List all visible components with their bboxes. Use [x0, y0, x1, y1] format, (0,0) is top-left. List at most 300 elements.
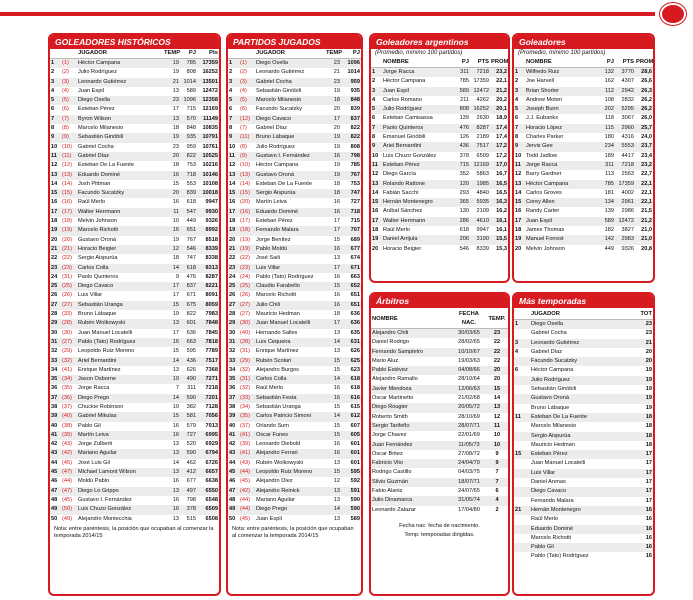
table-cell: 18: [333, 180, 340, 187]
table-cell: 21,2: [490, 87, 508, 96]
table-cell: 10: [172, 403, 179, 410]
table-cell: Carlos Groves: [526, 189, 562, 196]
table-cell: Melvin Johnson: [78, 218, 117, 225]
table-cell: 181: [604, 189, 614, 196]
table-row: [514, 207, 653, 216]
table-cell: 570: [180, 115, 197, 124]
table-row: [371, 180, 508, 189]
table-row: [50, 496, 219, 505]
goleadores-rows: [514, 68, 653, 254]
panel-note: Nota: entre paréntesis, la posición que ocupaban al comenzar la temporada 2014/15: [232, 525, 354, 539]
table-cell: Julio Chili: [255, 301, 325, 310]
table-cell: 727: [180, 431, 197, 440]
table-cell: Juan Espil: [525, 217, 598, 226]
table-cell: Ariel Bernardini: [77, 357, 163, 366]
table-cell: 130: [459, 208, 469, 215]
table-cell: 9947: [205, 199, 218, 206]
table-cell: 17: [325, 226, 341, 235]
goleadores-table: [514, 58, 653, 254]
table-cell: (27): [239, 301, 255, 310]
table-row: [371, 338, 508, 347]
table-cell: (18): [239, 226, 255, 235]
table-cell: [514, 394, 530, 403]
table-row: [228, 338, 361, 347]
table-row: [228, 440, 361, 449]
table-cell: Paolo Quinteros: [78, 273, 119, 280]
table-row: [371, 357, 508, 366]
table-header: [514, 58, 653, 68]
table-cell: 13: [333, 348, 340, 355]
table-cell: Juan Manuel Locatelli: [531, 460, 586, 467]
table-cell: Martín Leiva: [256, 199, 287, 206]
table-row: [50, 236, 219, 245]
table-cell: Marcelo Richotti: [77, 226, 163, 235]
table-row: [228, 68, 361, 77]
table-cell: Mario Aluz: [372, 357, 399, 364]
table-cell: 663: [180, 338, 197, 347]
table-cell: 04/03/75: [458, 469, 480, 476]
table-cell: 4307: [621, 78, 634, 85]
table-row: [50, 273, 219, 282]
table-cell: 436: [453, 142, 470, 151]
panel-title: Árbitros: [371, 294, 508, 308]
table-cell: Diego García: [383, 171, 416, 178]
table-cell: Charles Parker: [526, 134, 564, 141]
table-row: [50, 375, 219, 384]
table-cell: 8339: [476, 245, 489, 252]
table-cell: 21: [50, 245, 61, 254]
table-cell: 689: [350, 236, 360, 243]
table-cell: Emanuel Ginóbili: [383, 134, 426, 141]
table-cell: 13: [486, 403, 508, 412]
table-cell: 4417: [621, 152, 634, 159]
table-cell: 30/03/65: [452, 329, 486, 339]
table-cell: 15: [333, 366, 340, 373]
table-row: [514, 124, 653, 133]
table-row: [514, 357, 653, 366]
table-row: [228, 59, 361, 69]
table-row: [514, 552, 653, 561]
table-cell: (8): [240, 143, 247, 150]
table-cell: 112: [598, 87, 615, 96]
table-cell: 7789: [205, 348, 218, 355]
table-cell: 727: [350, 199, 360, 206]
table-cell: (45): [62, 459, 72, 466]
table-cell: 520: [186, 441, 196, 448]
table-cell: (44): [62, 478, 72, 485]
table-cell: 822: [180, 152, 197, 161]
table-cell: 3190: [470, 235, 490, 244]
table-row: [228, 180, 361, 189]
table-cell: [514, 497, 530, 506]
panel-goleadores: [512, 33, 655, 283]
table-cell: 31: [50, 338, 61, 347]
table-cell: 49: [228, 505, 239, 514]
table-row: [228, 254, 361, 263]
panel-title: PARTIDOS JUGADOS: [228, 35, 361, 49]
table-cell: Horacio Beigier: [77, 245, 163, 254]
table-cell: 7848: [197, 319, 219, 328]
table-cell: 848: [186, 125, 196, 132]
table-cell: Brian Shorter: [525, 87, 598, 96]
arbitros-rows: [371, 329, 508, 515]
table-cell: 15: [163, 412, 180, 421]
table-cell: 20: [229, 236, 236, 243]
table-cell: 21: [163, 78, 180, 87]
table-cell: 22: [486, 348, 508, 357]
table-cell: 12169: [470, 161, 490, 170]
table-row: [371, 450, 508, 459]
table-cell: 39: [228, 412, 239, 421]
table-cell: (45): [240, 515, 250, 522]
table-row: [228, 282, 361, 291]
table-row: [228, 477, 361, 486]
table-cell: (1): [239, 59, 255, 69]
table-cell: 22,7: [641, 171, 652, 178]
table-cell: 23: [325, 59, 341, 69]
table-cell: 118: [605, 115, 614, 122]
table-cell: 7: [175, 385, 179, 392]
table-cell: (35): [239, 412, 255, 421]
table-cell: 4: [229, 87, 233, 94]
table-cell: 10: [486, 441, 508, 450]
table-cell: 21,0: [635, 235, 653, 244]
table-row: [50, 189, 219, 198]
table-row: [50, 198, 219, 207]
table-cell: (37): [62, 403, 72, 410]
table-cell: (11): [239, 133, 255, 142]
panel-title: Más temporadas: [514, 294, 653, 308]
table-cell: (40): [61, 412, 77, 421]
table-row: [228, 78, 361, 87]
col-temp: TEMP: [325, 49, 341, 59]
table-row: [50, 59, 219, 69]
table-row: [514, 478, 653, 487]
table-cell: 50: [51, 515, 58, 522]
table-cell: 27: [228, 301, 239, 310]
table-row: [228, 310, 361, 319]
table-cell: 589: [350, 515, 360, 522]
table-cell: 32: [229, 348, 236, 355]
table-cell: 2983: [615, 235, 635, 244]
table-cell: Wilfredo Ruiz: [525, 68, 598, 78]
table-cell: 17: [172, 106, 179, 113]
table-cell: 10/10/67: [452, 348, 486, 357]
table-cell: 12: [51, 162, 58, 169]
table-cell: 44: [51, 459, 58, 466]
table-cell: Michael Lamont Wilson: [77, 468, 163, 477]
table-cell: 7271: [197, 375, 219, 384]
table-cell: 20: [486, 366, 508, 375]
table-row: [228, 431, 361, 440]
table-cell: 7218: [615, 161, 635, 170]
table-row: [514, 105, 653, 114]
table-cell: 12169: [202, 106, 218, 113]
table-cell: (15): [239, 189, 255, 198]
table-cell: 17: [645, 460, 652, 467]
table-cell: (6): [240, 106, 247, 113]
table-cell: Hernán Montenegro: [530, 506, 633, 515]
table-row: [228, 217, 361, 226]
table-cell: 14: [163, 264, 180, 273]
table-cell: (47): [61, 468, 77, 477]
table-cell: Sergio Aispurúa: [530, 432, 633, 441]
table-cell: Esteban Pérez: [78, 106, 115, 113]
table-cell: 13: [163, 319, 180, 328]
table-cell: 16: [163, 505, 180, 514]
table-cell: 17: [172, 292, 179, 299]
table-cell: Oscar Britez: [372, 450, 403, 457]
table-cell: [514, 404, 530, 413]
table-cell: Luis Chuzo González: [77, 505, 163, 514]
table-cell: Carlos Colla: [77, 264, 163, 273]
table-row: [50, 357, 219, 366]
table-row: [228, 347, 361, 356]
table-cell: 9: [50, 133, 61, 142]
table-cell: 20: [645, 348, 652, 355]
table-cell: 4262: [476, 96, 489, 103]
table-cell: 677: [186, 478, 196, 485]
table-row: [50, 431, 219, 440]
table-cell: 17: [371, 217, 382, 226]
table-cell: 626: [350, 348, 360, 355]
table-row: [514, 198, 653, 207]
table-cell: Raúl Merlo: [531, 516, 559, 523]
table-cell: Aníbal Sánchez: [383, 208, 423, 215]
table-cell: 134: [598, 198, 615, 207]
table-row: [371, 124, 508, 133]
table-cell: 22: [51, 255, 58, 262]
table-cell: 17: [228, 208, 239, 217]
table-cell: 15: [50, 189, 61, 198]
table-cell: 21,5: [641, 208, 652, 215]
table-cell: (17): [240, 218, 250, 225]
table-row: [514, 189, 653, 198]
temporadas-table: [514, 310, 653, 562]
col-jugador: JUGADOR: [77, 49, 163, 59]
table-cell: 42: [51, 441, 58, 448]
col-temp: TEMP: [163, 49, 180, 59]
table-cell: Hernán Montenegro: [382, 198, 453, 207]
table-row: [371, 394, 508, 403]
table-cell: Alejandro Díez: [256, 478, 293, 485]
table-row: [371, 245, 508, 254]
table-cell: 21,0: [641, 227, 652, 234]
table-cell: 3: [50, 78, 61, 87]
table-cell: (13): [61, 171, 77, 180]
table-cell: Esteban Pérez: [530, 450, 633, 459]
table-row: [514, 385, 653, 394]
table-cell: 839: [350, 106, 360, 113]
table-cell: 11/05/73: [452, 441, 486, 450]
table-cell: 26,0: [641, 115, 652, 122]
table-cell: Bruno Lábaque: [78, 311, 117, 318]
table-cell: 2563: [621, 171, 634, 178]
table-cell: 04/08/66: [452, 366, 486, 375]
table-cell: (33): [62, 311, 72, 318]
table-cell: 12472: [615, 217, 635, 226]
table-cell: 15: [228, 189, 239, 198]
table-cell: 10: [172, 218, 179, 225]
table-cell: 767: [341, 171, 361, 180]
table-cell: 13: [325, 487, 341, 496]
table-cell: 5863: [476, 171, 489, 178]
table-cell: (14): [240, 180, 250, 187]
table-cell: 13: [163, 487, 180, 496]
table-cell: 9: [495, 450, 499, 457]
table-cell: [514, 525, 530, 534]
table-cell: 22,1: [496, 78, 507, 85]
table-cell: 12358: [197, 96, 219, 105]
table-cell: 19: [172, 236, 179, 243]
table-cell: 16,5: [490, 180, 508, 189]
table-row: [50, 217, 219, 226]
table-row: [514, 497, 653, 506]
table-cell: 120: [453, 180, 470, 189]
table-cell: 16: [325, 208, 341, 217]
table-cell: (50): [61, 505, 77, 514]
table-row: [514, 506, 653, 515]
table-cell: 10108: [202, 180, 218, 187]
table-cell: 286: [453, 217, 470, 226]
table-cell: 108: [604, 96, 614, 103]
table-cell: 671: [341, 264, 361, 273]
table-cell: 17: [645, 497, 652, 504]
table-row: [371, 207, 508, 216]
table-cell: 20,8: [641, 245, 652, 252]
table-row: [514, 114, 653, 123]
table-cell: 352: [459, 171, 469, 178]
table-cell: 23: [163, 96, 180, 105]
table-cell: 37: [50, 394, 61, 403]
table-cell: 18: [372, 227, 379, 234]
table-row: [514, 226, 653, 235]
table-cell: (29): [239, 357, 255, 366]
col-nombre: NOMBRE: [371, 310, 452, 329]
table-row: [50, 171, 219, 180]
table-row: [514, 413, 653, 422]
table-cell: Walter Herrmann: [77, 208, 163, 217]
table-cell: Juan Manuel Locatelli: [78, 329, 133, 336]
table-cell: Josh Pittman: [78, 180, 111, 187]
table-cell: (26): [62, 292, 72, 299]
table-cell: 10: [493, 432, 501, 439]
table-row: [228, 245, 361, 254]
table-cell: 631: [341, 338, 361, 347]
table-cell: Oscar Martinetto: [372, 395, 414, 402]
table-cell: 6638: [205, 478, 218, 485]
panel-title: GOLEADORES HISTÓRICOS: [50, 35, 219, 49]
table-cell: 14: [163, 394, 180, 403]
table-cell: 43: [50, 449, 61, 458]
table-cell: 1014: [180, 78, 197, 87]
table-row: [371, 506, 508, 515]
table-cell: Leonardo Zalazar: [372, 506, 416, 513]
table-cell: Leopoldo Ruiz Moreno: [78, 348, 135, 355]
table-cell: 16: [333, 199, 340, 206]
table-cell: Héctor Campana: [525, 180, 598, 189]
table-cell: Leonardo Diebold: [256, 441, 301, 448]
table-cell: 22,1: [635, 180, 653, 189]
table-cell: (4): [62, 87, 69, 94]
table-row: [371, 114, 508, 123]
table-cell: Facundo Sucatzky: [530, 357, 633, 366]
table-cell: Jervis Gee: [525, 142, 598, 151]
table-cell: 15: [514, 450, 530, 459]
table-cell: Diego Prego: [77, 394, 163, 403]
table-cell: 15: [325, 282, 341, 291]
table-cell: 651: [341, 301, 361, 310]
table-row: [371, 161, 508, 170]
table-row: [228, 273, 361, 282]
table-row: [50, 301, 219, 310]
table-cell: 5935: [470, 198, 490, 207]
table-cell: 618: [459, 227, 469, 234]
table-cell: 19: [325, 171, 341, 180]
table-cell: 11: [371, 161, 382, 170]
table-cell: 33: [228, 357, 239, 366]
table-cell: 8221: [197, 282, 219, 291]
table-cell: 11: [50, 152, 61, 161]
table-cell: 13: [333, 255, 340, 262]
table-row: [371, 422, 508, 431]
table-cell: 476: [186, 273, 196, 280]
table-cell: 636: [341, 319, 361, 328]
table-row: [50, 477, 219, 486]
table-cell: 202: [598, 105, 615, 114]
table-cell: 11149: [197, 115, 219, 124]
table-cell: 4: [515, 96, 519, 103]
table-cell: Diego Cavaco: [530, 487, 633, 496]
col-prom: PROM: [635, 58, 653, 68]
table-row: [514, 441, 653, 450]
table-cell: 14: [51, 180, 58, 187]
table-cell: 48: [229, 496, 236, 503]
table-cell: Fabricio Vito: [371, 459, 452, 468]
table-cell: Jason Osborne: [77, 375, 163, 384]
table-cell: Leonardo Gutiérrez: [530, 339, 633, 348]
note-temp: Temp: temporadas dirigidas.: [404, 531, 475, 538]
table-cell: 14: [372, 189, 379, 196]
table-cell: 18,9: [496, 115, 507, 122]
table-cell: 6: [51, 106, 55, 113]
table-cell: 5: [514, 105, 525, 114]
table-cell: Sebastián Ginóbili: [77, 133, 163, 142]
table-cell: [514, 441, 530, 450]
table-cell: 13: [50, 171, 61, 180]
table-cell: 6726: [205, 459, 218, 466]
table-cell: 31: [228, 338, 239, 347]
col-jugador: JUGADOR: [530, 310, 633, 320]
table-cell: 607: [350, 422, 360, 429]
table-cell: 636: [350, 311, 360, 318]
table-cell: 20/05/72: [452, 403, 486, 412]
table-row: [228, 189, 361, 198]
table-cell: 49: [50, 505, 61, 514]
table-row: [50, 152, 219, 161]
table-row: [228, 87, 361, 96]
table-cell: Rubén Scolari: [255, 357, 325, 366]
table-cell: 47: [228, 487, 239, 496]
table-cell: Alejandro Chiti: [371, 329, 452, 339]
table-cell: 674: [350, 255, 360, 262]
table-cell: 16: [645, 534, 652, 541]
table-cell: (8): [62, 125, 69, 132]
table-cell: 959: [186, 143, 196, 150]
table-row: [50, 459, 219, 468]
table-cell: 635: [350, 329, 360, 336]
table-cell: Oscar Funes: [255, 431, 325, 440]
